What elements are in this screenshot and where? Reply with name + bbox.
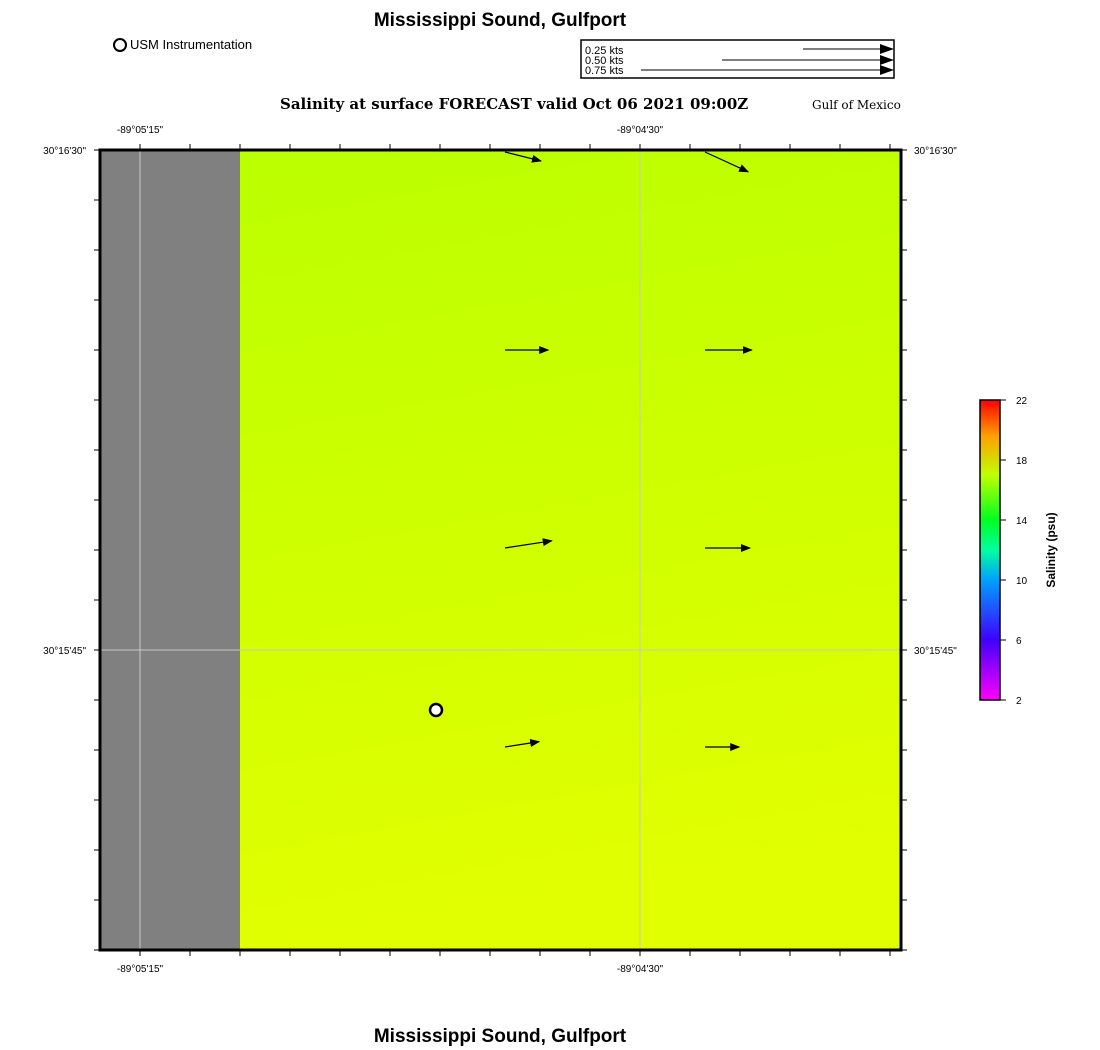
colorbar-tick-label: 14: [1016, 516, 1028, 527]
colorbar-gradient: [980, 400, 1000, 700]
lat-label-left-2: 30°15'45": [43, 646, 86, 657]
usm-station-marker[interactable]: [430, 704, 442, 716]
colorbar-tick-label: 22: [1016, 396, 1028, 407]
colorbar-label: Salinity (psu): [1044, 512, 1058, 588]
forecast-subtitle: Salinity at surface FORECAST valid Oct 06 2021 09:00Z: [280, 95, 749, 113]
water-salinity-field: [240, 150, 901, 950]
speed-key-box: [581, 40, 894, 78]
land-area: [100, 150, 240, 950]
map-footer-title: Mississippi Sound, Gulfport: [373, 1026, 627, 1047]
speed-key-label-2: 0.50 kts: [585, 55, 624, 67]
station-legend-label: USM Instrumentation: [130, 37, 253, 52]
map-title: Mississippi Sound, Gulfport: [373, 10, 627, 31]
map-panel: [94, 144, 907, 956]
lat-label-left-1: 30°16'30": [43, 146, 86, 157]
speed-key-label-1: 0.25 kts: [585, 45, 624, 57]
lon-label-top-1: -89°05'15": [116, 125, 164, 136]
lat-label-right-1: 30°16'30": [914, 146, 957, 157]
lon-label-bottom-2: -89°04'30": [616, 964, 664, 975]
lon-label-top-2: -89°04'30": [616, 125, 664, 136]
speed-key-label-3: 0.75 kts: [585, 65, 624, 77]
colorbar-tick-label: 10: [1016, 576, 1028, 587]
lon-label-bottom-1: -89°05'15": [116, 964, 164, 975]
salinity-colorbar: [980, 396, 1058, 707]
colorbar-tick-label: 18: [1016, 456, 1028, 467]
speed-key: [581, 40, 894, 78]
region-label: Gulf of Mexico: [812, 98, 901, 112]
colorbar-tick-label: 2: [1016, 696, 1022, 707]
lat-label-right-2: 30°15'45": [914, 646, 957, 657]
colorbar-tick-label: 6: [1016, 636, 1022, 647]
